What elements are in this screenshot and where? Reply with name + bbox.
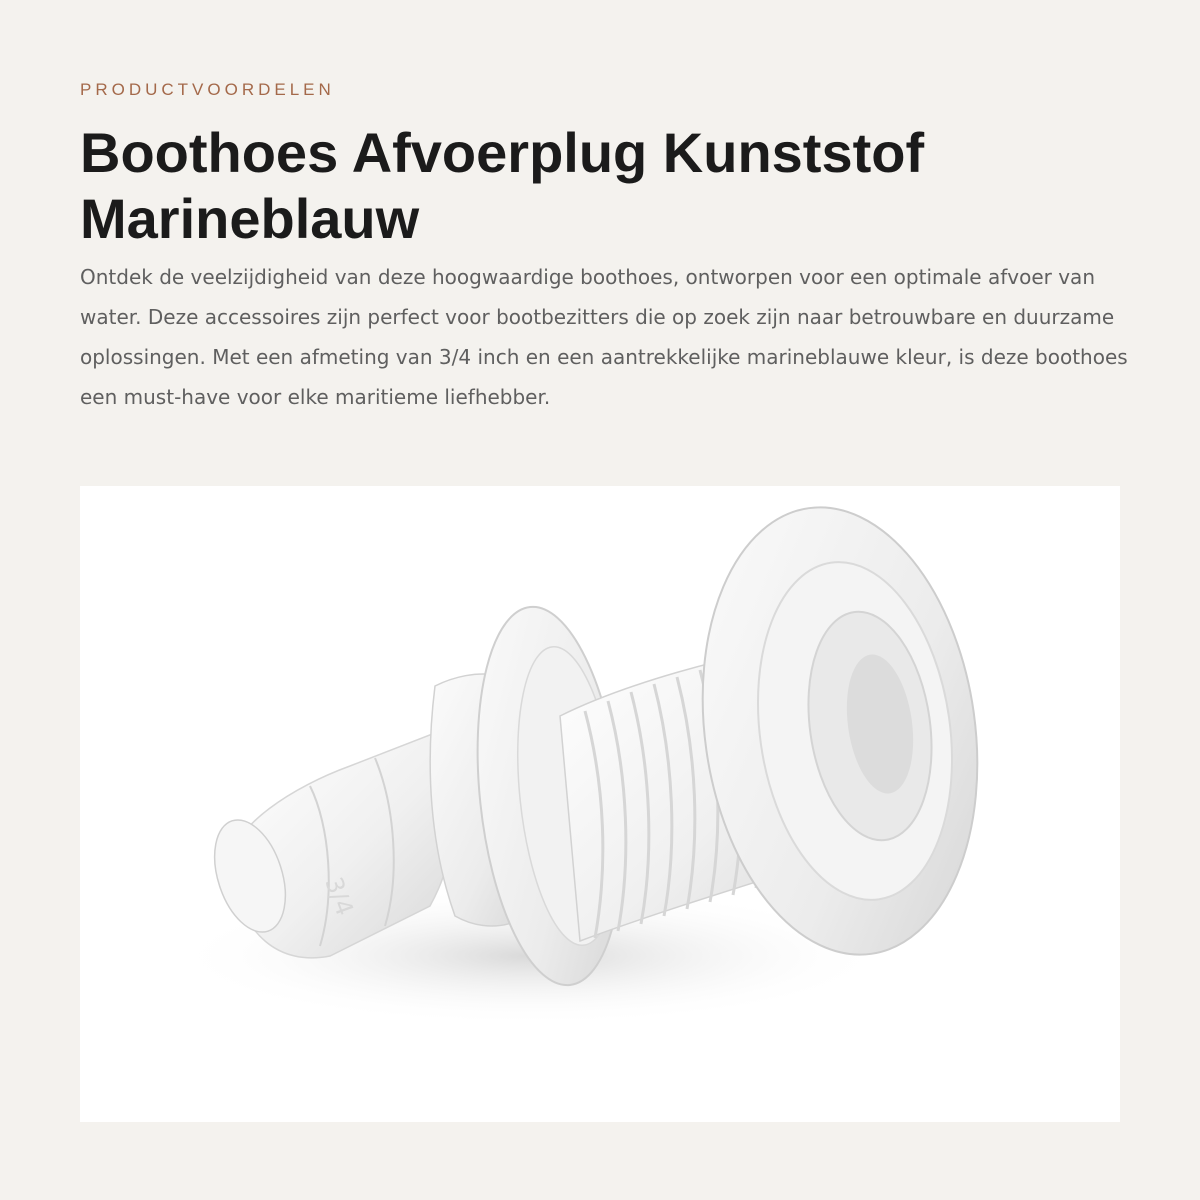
- drain-plug-illustration: [80, 486, 1120, 1122]
- page-title: Boothoes Afvoerplug Kunststof Marineblauw: [80, 121, 925, 250]
- section-eyebrow: PRODUCTVOORDELEN: [80, 80, 335, 99]
- product-description: Ontdek de veelzijdigheid van deze hoogwaardige boothoes, ontworpen voor een optimale afvoer van water. Deze accessoires zijn perfect voor bootbezitters die op zoek zijn naar betrouwbare en duurzame oplossingen. Met een afmeting van 3/4 inch en een aantrekkelijke marineblauwe kleur, is deze boothoes een must-have voor elke maritieme liefhebber.: [80, 265, 1128, 409]
- svg-text:3/4: 3/4: [319, 873, 359, 920]
- product-image: [80, 486, 1120, 1122]
